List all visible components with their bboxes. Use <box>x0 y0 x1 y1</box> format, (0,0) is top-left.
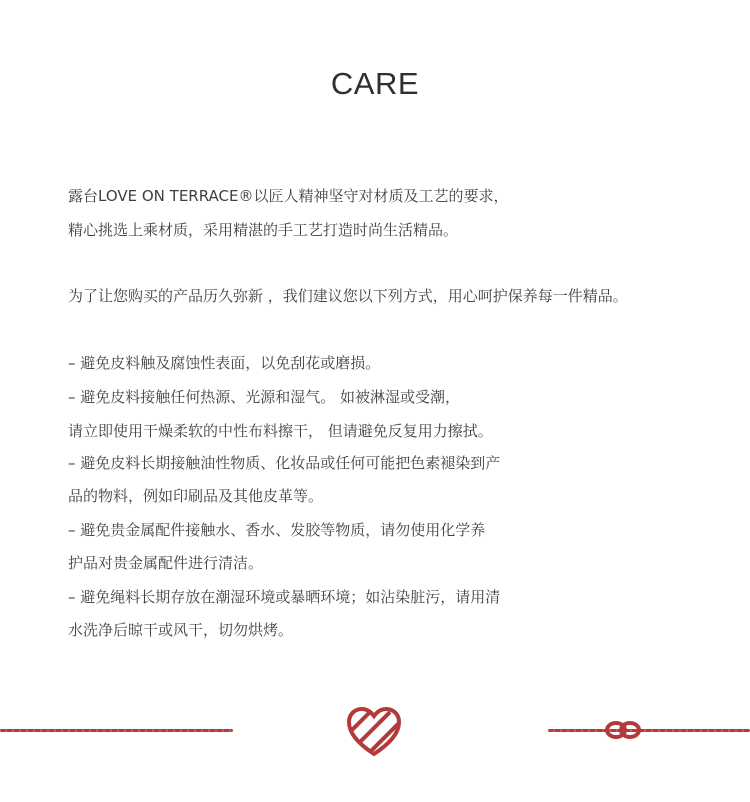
care-tip-line-2: – 避免皮料接触任何热源、光源和湿气。 如被淋湿或受潮， <box>68 388 461 406</box>
care-tip-line-8: – 避免绳料长期存放在潮湿环境或暴晒环境；如沾染脏污，请用清 <box>68 588 501 606</box>
care-tip-line-6: – 避免贵金属配件接触水、香水、发胶等物质，请勿使用化学养 <box>68 521 486 539</box>
care-tip-line-4: – 避免皮料长期接触油性物质、化妆品或任何可能把色素褪染到产 <box>68 454 501 472</box>
care-tip-line-1: – 避免皮料触及腐蚀性表面，以免刮花或磨损。 <box>68 354 381 372</box>
decorative-footer <box>0 700 750 770</box>
heart-icon <box>346 706 402 758</box>
intro-line-2: 精心挑选上乘材质，采用精湛的手工艺打造时尚生活精品。 <box>68 221 459 239</box>
care-tip-line-9: 水洗净后晾干或风干，切勿烘烤。 <box>68 621 294 639</box>
care-tip-line-7: 护品对贵金属配件进行清洁。 <box>68 554 264 572</box>
page-title: CARE <box>330 66 420 101</box>
rope-right-divider <box>548 729 750 732</box>
care-intro-line: 为了让您购买的产品历久弥新 ，我们建议您以下列方式，用心呵护保养每一件精品。 <box>68 287 628 305</box>
intro-line-1: 露台LOVE ON TERRACE®以匠人精神坚守对材质及工艺的要求， <box>68 187 509 205</box>
care-tip-line-3: 请立即使用干燥柔软的中性布料擦干， 但请避免反复用力擦拭。 <box>68 422 493 440</box>
rope-left-divider <box>0 729 233 732</box>
care-tip-line-5: 品的物料，例如印刷品及其他皮革等。 <box>68 487 324 505</box>
knot-icon <box>604 720 642 740</box>
